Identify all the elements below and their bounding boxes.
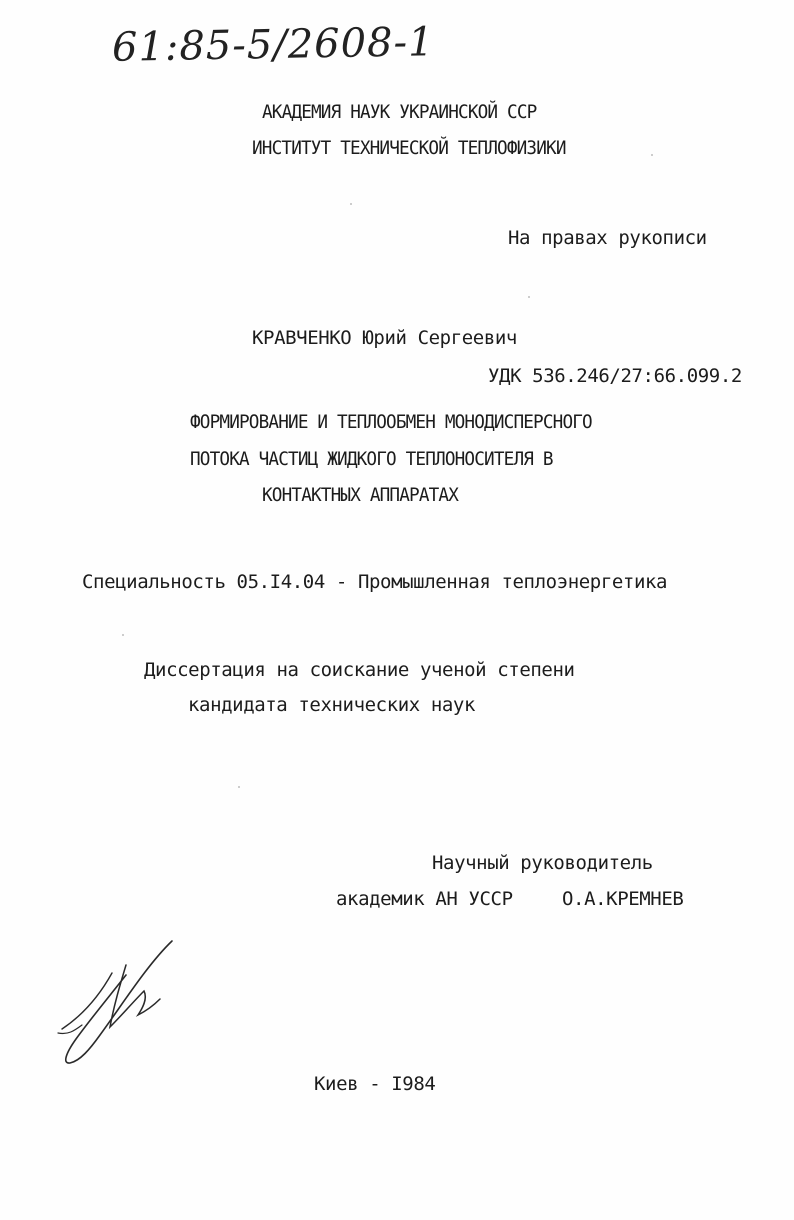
supervisor-rank: академик АН УССР [336, 888, 513, 910]
manuscript-note: На правах рукописи [508, 227, 707, 249]
supervisor-name: О.А.КРЕМНЕВ [562, 888, 684, 910]
institute-heading: ИНСТИТУТ ТЕХНИЧЕСКОЙ ТЕПЛОФИЗИКИ [252, 137, 566, 159]
author-name: КРАВЧЕНКО Юрий Сергеевич [252, 327, 517, 349]
handwritten-signature [52, 935, 182, 1070]
paper-speck [528, 296, 530, 298]
archive-code-handwritten: 61:85-5/2608-1 [111, 19, 435, 71]
place-year: Киев - I984 [314, 1073, 436, 1095]
thesis-title-line-3: КОНТАКТНЫХ АППАРАТАХ [262, 484, 459, 506]
paper-speck [651, 154, 653, 156]
paper-speck [122, 634, 124, 636]
paper-speck [238, 786, 240, 788]
dissertation-line-2: кандидата технических наук [188, 694, 476, 716]
thesis-title-line-2: ПОТОКА ЧАСТИЦ ЖИДКОГО ТЕПЛОНОСИТЕЛЯ В [190, 448, 553, 470]
udc-code: УДК 536.246/27:66.099.2 [488, 365, 742, 387]
paper-speck [350, 203, 352, 205]
specialty-line: Специальность 05.I4.04 - Промышленная теплоэнергетика [82, 571, 668, 593]
academy-heading: АКАДЕМИЯ НАУК УКРАИНСКОЙ ССР [262, 101, 537, 123]
supervisor-label: Научный руководитель [432, 852, 653, 874]
thesis-title-line-1: ФОРМИРОВАНИЕ И ТЕПЛООБМЕН МОНОДИСПЕРСНОГО [190, 411, 592, 433]
dissertation-line-1: Диссертация на соискание ученой степени [144, 659, 575, 681]
